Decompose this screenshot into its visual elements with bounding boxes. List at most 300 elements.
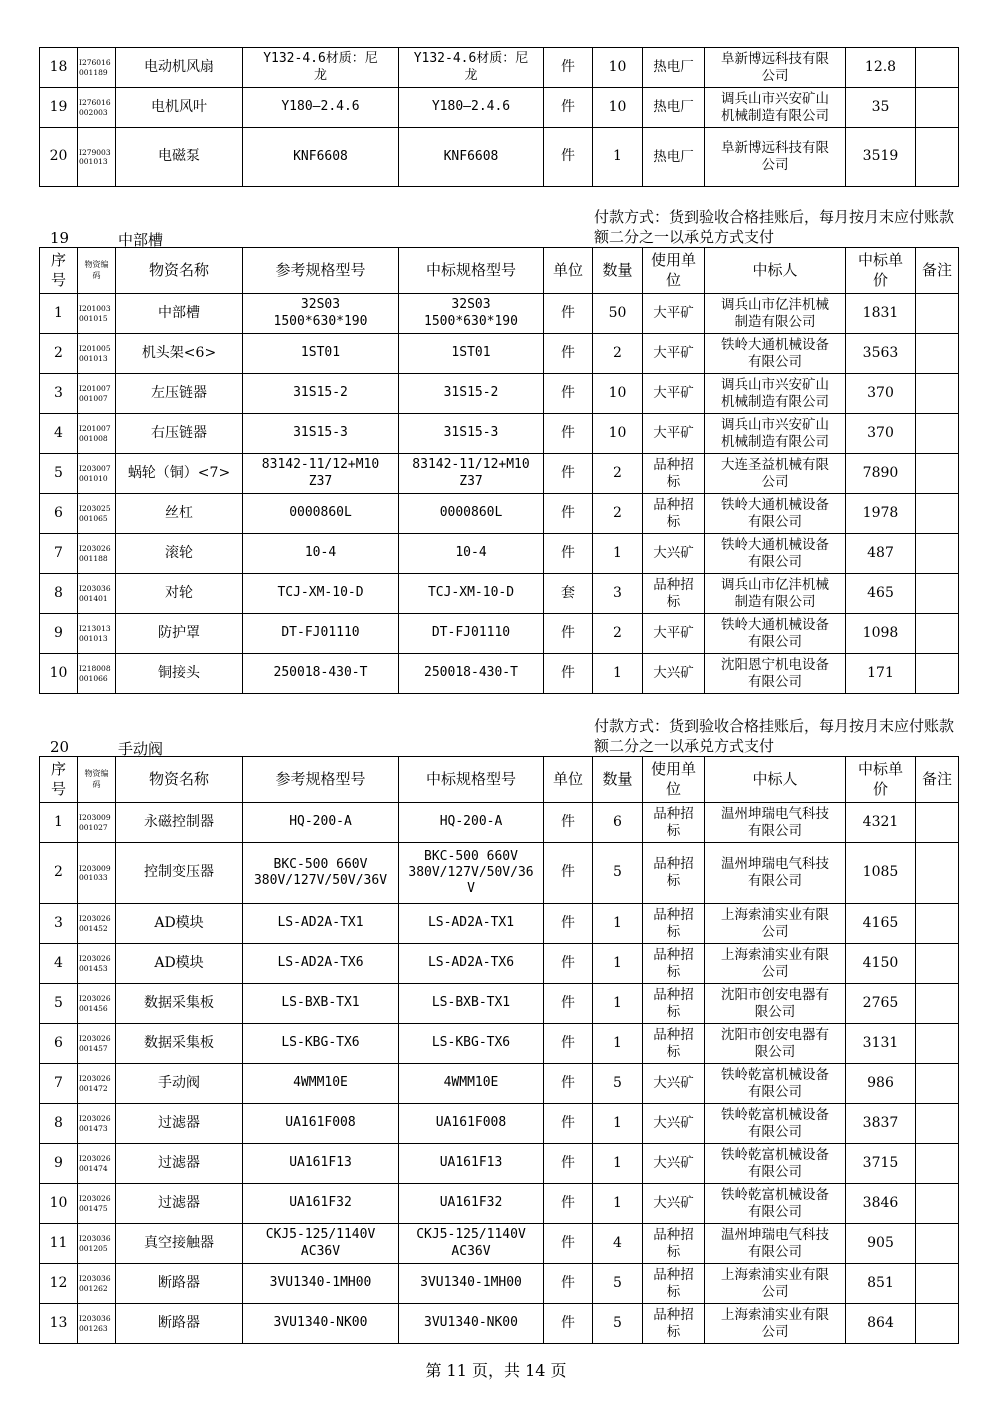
unit-cell: 件	[544, 454, 593, 494]
material-code-cell: I203026 001474	[78, 1144, 116, 1184]
material-code-cell: I279003 001013	[78, 128, 116, 187]
user-unit-cell: 品种招 标	[643, 1224, 705, 1264]
reference-spec-cell: 3VU1340-1MH00	[243, 1264, 399, 1304]
material-code-cell: I203026 001473	[78, 1104, 116, 1144]
material-name-cell: AD模块	[116, 904, 243, 944]
unit-cell: 件	[544, 534, 593, 574]
row-number-cell: 7	[40, 1064, 78, 1104]
header-remark: 备注	[916, 757, 959, 803]
material-code-cell: I203025 001065	[78, 494, 116, 534]
unit-cell: 件	[544, 1224, 593, 1264]
winning-bidder-cell: 大连圣益机械有限 公司	[705, 454, 846, 494]
user-unit-cell: 大兴矿	[643, 1064, 705, 1104]
reference-spec-cell: 1ST01	[243, 334, 399, 374]
unit-price-cell: 4165	[846, 904, 916, 944]
quantity-cell: 5	[593, 843, 643, 904]
table-row	[40, 1264, 959, 1304]
row-number-cell: 1	[40, 294, 78, 334]
material-name-cell: 滚轮	[116, 534, 243, 574]
quantity-cell: 1	[593, 1104, 643, 1144]
bid-spec-cell: UA161F13	[399, 1144, 544, 1184]
quantity-cell: 10	[593, 374, 643, 414]
row-number-cell: 20	[40, 128, 78, 187]
table-row	[40, 334, 959, 374]
winning-bidder-cell: 铁岭乾富机械设备 有限公司	[705, 1184, 846, 1224]
bid-spec-cell: LS-AD2A-TX1	[399, 904, 544, 944]
table-row	[40, 614, 959, 654]
reference-spec-cell: 31S15-2	[243, 374, 399, 414]
unit-price-cell: 3715	[846, 1144, 916, 1184]
bid-spec-cell: 31S15-3	[399, 414, 544, 454]
material-name-cell: 数据采集板	[116, 1024, 243, 1064]
remark-cell	[916, 614, 959, 654]
bid-spec-cell: HQ-200-A	[399, 803, 544, 843]
reference-spec-cell: LS-KBG-TX6	[243, 1024, 399, 1064]
reference-spec-cell: TCJ-XM-10-D	[243, 574, 399, 614]
bid-spec-cell: 31S15-2	[399, 374, 544, 414]
continuation-table	[39, 47, 959, 187]
reference-spec-cell: Y132-4.6材质：尼 龙	[243, 48, 399, 88]
remark-cell	[916, 843, 959, 904]
quantity-cell: 1	[593, 1144, 643, 1184]
quantity-cell: 1	[593, 534, 643, 574]
unit-cell: 件	[544, 654, 593, 694]
user-unit-cell: 品种招 标	[643, 803, 705, 843]
table-row	[40, 1144, 959, 1184]
material-name-cell: 手动阀	[116, 1064, 243, 1104]
reference-spec-cell: 3VU1340-NK00	[243, 1304, 399, 1344]
payment-terms-20: 付款方式：货到验收合格挂账后，每月按月末应付账款额二分之一以承兑方式支付	[594, 717, 955, 755]
remark-cell	[916, 944, 959, 984]
user-unit-cell: 品种招 标	[643, 944, 705, 984]
unit-cell: 件	[544, 904, 593, 944]
reference-spec-cell: Y180—2.4.6	[243, 88, 399, 128]
quantity-cell: 6	[593, 803, 643, 843]
bid-spec-cell: BKC-500 660V 380V/127V/50V/36 V	[399, 843, 544, 904]
bid-spec-cell: 250018-430-T	[399, 654, 544, 694]
reference-spec-cell: 31S15-3	[243, 414, 399, 454]
table-row	[40, 534, 959, 574]
table-row	[40, 88, 959, 128]
user-unit-cell: 热电厂	[643, 48, 705, 88]
winning-bidder-cell: 调兵山市兴安矿山 机械制造有限公司	[705, 374, 846, 414]
row-number-cell: 4	[40, 414, 78, 454]
material-code-cell: I203026 001475	[78, 1184, 116, 1224]
unit-cell: 件	[544, 1064, 593, 1104]
header-reference-spec: 参考规格型号	[243, 757, 399, 803]
table-row	[40, 494, 959, 534]
material-name-cell: 中部槽	[116, 294, 243, 334]
user-unit-cell: 大兴矿	[643, 654, 705, 694]
header-material-code: 物资编 码	[78, 757, 116, 803]
quantity-cell: 1	[593, 1024, 643, 1064]
header-reference-spec: 参考规格型号	[243, 248, 399, 294]
table-row	[40, 803, 959, 843]
quantity-cell: 5	[593, 1304, 643, 1344]
material-name-cell: 断路器	[116, 1264, 243, 1304]
remark-cell	[916, 904, 959, 944]
table-row	[40, 294, 959, 334]
quantity-cell: 10	[593, 414, 643, 454]
unit-cell: 套	[544, 574, 593, 614]
table-row	[40, 48, 959, 88]
winning-bidder-cell: 铁岭大通机械设备 有限公司	[705, 614, 846, 654]
unit-price-cell: 487	[846, 534, 916, 574]
header-unit: 单位	[544, 248, 593, 294]
section-number-19: 19	[50, 229, 70, 247]
material-code-cell: I201007 001008	[78, 414, 116, 454]
remark-cell	[916, 654, 959, 694]
table-row	[40, 1104, 959, 1144]
user-unit-cell: 热电厂	[643, 128, 705, 187]
user-unit-cell: 品种招 标	[643, 984, 705, 1024]
header-row-number: 序 号	[40, 757, 78, 803]
table-row	[40, 574, 959, 614]
material-code-cell: I201007 001007	[78, 374, 116, 414]
row-number-cell: 10	[40, 654, 78, 694]
table-row	[40, 1184, 959, 1224]
header-material-name: 物资名称	[116, 757, 243, 803]
user-unit-cell: 大兴矿	[643, 1104, 705, 1144]
reference-spec-cell: HQ-200-A	[243, 803, 399, 843]
header-winning-bidder: 中标人	[705, 248, 846, 294]
remark-cell	[916, 454, 959, 494]
unit-price-cell: 2765	[846, 984, 916, 1024]
table-row	[40, 454, 959, 494]
row-number-cell: 13	[40, 1304, 78, 1344]
quantity-cell: 2	[593, 334, 643, 374]
remark-cell	[916, 1264, 959, 1304]
remark-cell	[916, 1224, 959, 1264]
winning-bidder-cell: 调兵山市兴安矿山 机械制造有限公司	[705, 414, 846, 454]
material-code-cell: I203009 001027	[78, 803, 116, 843]
unit-price-cell: 3837	[846, 1104, 916, 1144]
unit-price-cell: 1098	[846, 614, 916, 654]
material-code-cell: I213013 001013	[78, 614, 116, 654]
remark-cell	[916, 534, 959, 574]
winning-bidder-cell: 调兵山市兴安矿山 机械制造有限公司	[705, 88, 846, 128]
material-code-cell: I203036 001262	[78, 1264, 116, 1304]
bid-spec-cell: KNF6608	[399, 128, 544, 187]
row-number-cell: 10	[40, 1184, 78, 1224]
quantity-cell: 1	[593, 1184, 643, 1224]
unit-cell: 件	[544, 374, 593, 414]
row-number-cell: 3	[40, 904, 78, 944]
reference-spec-cell: UA161F008	[243, 1104, 399, 1144]
bid-spec-cell: 3VU1340-1MH00	[399, 1264, 544, 1304]
continuation-table-body	[40, 48, 959, 187]
table-row	[40, 843, 959, 904]
bid-spec-cell: LS-BXB-TX1	[399, 984, 544, 1024]
header-user-unit: 使用单 位	[643, 248, 705, 294]
winning-bidder-cell: 调兵山市亿沣机械 制造有限公司	[705, 294, 846, 334]
header-material-code: 物资编 码	[78, 248, 116, 294]
quantity-cell: 1	[593, 128, 643, 187]
material-name-cell: 右压链器	[116, 414, 243, 454]
remark-cell	[916, 1024, 959, 1064]
remark-cell	[916, 1304, 959, 1344]
material-name-cell: 真空接触器	[116, 1224, 243, 1264]
unit-cell: 件	[544, 614, 593, 654]
quantity-cell: 2	[593, 494, 643, 534]
table-row	[40, 1024, 959, 1064]
material-code-cell: I203036 001263	[78, 1304, 116, 1344]
material-code-cell: I203026 001453	[78, 944, 116, 984]
unit-price-cell: 864	[846, 1304, 916, 1344]
material-code-cell: I203026 001452	[78, 904, 116, 944]
quantity-cell: 1	[593, 904, 643, 944]
quantity-cell: 3	[593, 574, 643, 614]
table-row	[40, 1224, 959, 1264]
table-row	[40, 984, 959, 1024]
material-name-cell: 过滤器	[116, 1144, 243, 1184]
winning-bidder-cell: 铁岭乾富机械设备 有限公司	[705, 1144, 846, 1184]
winning-bidder-cell: 温州坤瑞电气科技 有限公司	[705, 843, 846, 904]
unit-cell: 件	[544, 294, 593, 334]
row-number-cell: 2	[40, 334, 78, 374]
reference-spec-cell: BKC-500 660V 380V/127V/50V/36V	[243, 843, 399, 904]
bid-spec-cell: LS-AD2A-TX6	[399, 944, 544, 984]
remark-cell	[916, 128, 959, 187]
material-name-cell: 过滤器	[116, 1104, 243, 1144]
row-number-cell: 11	[40, 1224, 78, 1264]
winning-bidder-cell: 铁岭大通机械设备 有限公司	[705, 534, 846, 574]
header-bid-spec: 中标规格型号	[399, 757, 544, 803]
material-name-cell: 机头架<6>	[116, 334, 243, 374]
material-name-cell: 断路器	[116, 1304, 243, 1344]
reference-spec-cell: CKJ5-125/1140V AC36V	[243, 1224, 399, 1264]
header-unit: 单位	[544, 757, 593, 803]
user-unit-cell: 品种招 标	[643, 454, 705, 494]
reference-spec-cell: 10-4	[243, 534, 399, 574]
material-name-cell: 丝杠	[116, 494, 243, 534]
material-name-cell: 对轮	[116, 574, 243, 614]
unit-cell: 件	[544, 334, 593, 374]
row-number-cell: 5	[40, 454, 78, 494]
row-number-cell: 7	[40, 534, 78, 574]
material-name-cell: 过滤器	[116, 1184, 243, 1224]
reference-spec-cell: LS-AD2A-TX1	[243, 904, 399, 944]
unit-price-cell: 7890	[846, 454, 916, 494]
unit-price-cell: 1831	[846, 294, 916, 334]
unit-price-cell: 370	[846, 374, 916, 414]
material-name-cell: 电动机风扇	[116, 48, 243, 88]
quantity-cell: 4	[593, 1224, 643, 1264]
remark-cell	[916, 1184, 959, 1224]
unit-cell: 件	[544, 1264, 593, 1304]
reference-spec-cell: LS-BXB-TX1	[243, 984, 399, 1024]
page-footer: 第 11 页，共 14 页	[425, 1361, 567, 1380]
remark-cell	[916, 88, 959, 128]
unit-price-cell: 370	[846, 414, 916, 454]
section-title-20: 手动阀	[118, 740, 164, 758]
unit-cell: 件	[544, 803, 593, 843]
material-code-cell: I201005 001013	[78, 334, 116, 374]
user-unit-cell: 大兴矿	[643, 534, 705, 574]
unit-cell: 件	[544, 944, 593, 984]
material-name-cell: AD模块	[116, 944, 243, 984]
row-number-cell: 6	[40, 494, 78, 534]
user-unit-cell: 大兴矿	[643, 1144, 705, 1184]
user-unit-cell: 品种招 标	[643, 1264, 705, 1304]
quantity-cell: 2	[593, 614, 643, 654]
quantity-cell: 50	[593, 294, 643, 334]
bid-spec-cell: DT-FJ01110	[399, 614, 544, 654]
bid-spec-cell: Y180—2.4.6	[399, 88, 544, 128]
user-unit-cell: 品种招 标	[643, 574, 705, 614]
remark-cell	[916, 574, 959, 614]
unit-price-cell: 4150	[846, 944, 916, 984]
material-name-cell: 蜗轮（铜）<7>	[116, 454, 243, 494]
row-number-cell: 5	[40, 984, 78, 1024]
table-row	[40, 374, 959, 414]
bid-spec-cell: UA161F32	[399, 1184, 544, 1224]
winning-bidder-cell: 阜新博远科技有限 公司	[705, 48, 846, 88]
row-number-cell: 1	[40, 803, 78, 843]
row-number-cell: 2	[40, 843, 78, 904]
remark-cell	[916, 803, 959, 843]
user-unit-cell: 大兴矿	[643, 1184, 705, 1224]
reference-spec-cell: 32S03 1500*630*190	[243, 294, 399, 334]
header-unit-price: 中标单 价	[846, 248, 916, 294]
material-name-cell: 永磁控制器	[116, 803, 243, 843]
user-unit-cell: 品种招 标	[643, 494, 705, 534]
unit-price-cell: 3131	[846, 1024, 916, 1064]
bid-spec-cell: 32S03 1500*630*190	[399, 294, 544, 334]
material-name-cell: 数据采集板	[116, 984, 243, 1024]
header-bid-spec: 中标规格型号	[399, 248, 544, 294]
unit-cell: 件	[544, 1304, 593, 1344]
material-name-cell: 铜接头	[116, 654, 243, 694]
remark-cell	[916, 494, 959, 534]
table-row	[40, 414, 959, 454]
bid-spec-cell: 0000860L	[399, 494, 544, 534]
row-number-cell: 8	[40, 574, 78, 614]
reference-spec-cell: UA161F13	[243, 1144, 399, 1184]
unit-price-cell: 851	[846, 1264, 916, 1304]
table-body-20	[40, 803, 959, 1344]
material-code-cell: I276016 001189	[78, 48, 116, 88]
row-number-cell: 9	[40, 1144, 78, 1184]
unit-cell: 件	[544, 1184, 593, 1224]
user-unit-cell: 大平矿	[643, 614, 705, 654]
table-body-19	[40, 294, 959, 694]
quantity-cell: 10	[593, 48, 643, 88]
unit-cell: 件	[544, 1104, 593, 1144]
bid-spec-cell: CKJ5-125/1140V AC36V	[399, 1224, 544, 1264]
row-number-cell: 18	[40, 48, 78, 88]
table-row	[40, 1064, 959, 1104]
winning-bidder-cell: 沈阳市创安电器有 限公司	[705, 1024, 846, 1064]
user-unit-cell: 品种招 标	[643, 1304, 705, 1344]
table-header-row	[40, 248, 959, 294]
material-code-cell: I203026 001472	[78, 1064, 116, 1104]
remark-cell	[916, 334, 959, 374]
row-number-cell: 9	[40, 614, 78, 654]
user-unit-cell: 热电厂	[643, 88, 705, 128]
header-row-number: 序 号	[40, 248, 78, 294]
material-code-cell: I203026 001188	[78, 534, 116, 574]
unit-price-cell: 12.8	[846, 48, 916, 88]
user-unit-cell: 大平矿	[643, 294, 705, 334]
user-unit-cell: 大平矿	[643, 334, 705, 374]
quantity-cell: 10	[593, 88, 643, 128]
unit-price-cell: 3846	[846, 1184, 916, 1224]
reference-spec-cell: DT-FJ01110	[243, 614, 399, 654]
remark-cell	[916, 1144, 959, 1184]
material-code-cell: I203026 001456	[78, 984, 116, 1024]
row-number-cell: 12	[40, 1264, 78, 1304]
header-quantity: 数量	[593, 248, 643, 294]
bid-spec-cell: TCJ-XM-10-D	[399, 574, 544, 614]
bid-spec-cell: LS-KBG-TX6	[399, 1024, 544, 1064]
material-name-cell: 防护罩	[116, 614, 243, 654]
user-unit-cell: 品种招 标	[643, 904, 705, 944]
winning-bidder-cell: 温州坤瑞电气科技 有限公司	[705, 803, 846, 843]
unit-cell: 件	[544, 1144, 593, 1184]
unit-cell: 件	[544, 984, 593, 1024]
header-material-name: 物资名称	[116, 248, 243, 294]
header-remark: 备注	[916, 248, 959, 294]
bid-spec-cell: 10-4	[399, 534, 544, 574]
remark-cell	[916, 48, 959, 88]
unit-cell: 件	[544, 494, 593, 534]
winning-bidder-cell: 铁岭乾富机械设备 有限公司	[705, 1064, 846, 1104]
table-row	[40, 654, 959, 694]
quantity-cell: 1	[593, 984, 643, 1024]
remark-cell	[916, 1064, 959, 1104]
reference-spec-cell: KNF6608	[243, 128, 399, 187]
winning-bidder-cell: 沈阳市创安电器有 限公司	[705, 984, 846, 1024]
winning-bidder-cell: 阜新博远科技有限 公司	[705, 128, 846, 187]
bid-spec-cell: UA161F008	[399, 1104, 544, 1144]
remark-cell	[916, 414, 959, 454]
winning-bidder-cell: 调兵山市亿沣机械 制造有限公司	[705, 574, 846, 614]
material-code-cell: I203026 001457	[78, 1024, 116, 1064]
winning-bidder-cell: 铁岭乾富机械设备 有限公司	[705, 1104, 846, 1144]
remark-cell	[916, 374, 959, 414]
material-code-cell: I203036 001401	[78, 574, 116, 614]
quantity-cell: 1	[593, 654, 643, 694]
bid-spec-cell: 3VU1340-NK00	[399, 1304, 544, 1344]
material-code-cell: I276016 002003	[78, 88, 116, 128]
winning-bidder-cell: 上海索浦实业有限 公司	[705, 904, 846, 944]
bid-spec-cell: 4WMM10E	[399, 1064, 544, 1104]
row-number-cell: 3	[40, 374, 78, 414]
reference-spec-cell: 83142-11/12+M10 Z37	[243, 454, 399, 494]
unit-cell: 件	[544, 1024, 593, 1064]
unit-cell: 件	[544, 128, 593, 187]
material-code-cell: I203036 001205	[78, 1224, 116, 1264]
material-name-cell: 电机风叶	[116, 88, 243, 128]
quantity-cell: 5	[593, 1064, 643, 1104]
row-number-cell: 8	[40, 1104, 78, 1144]
material-code-cell: I218008 001066	[78, 654, 116, 694]
winning-bidder-cell: 温州坤瑞电气科技 有限公司	[705, 1224, 846, 1264]
payment-terms-19: 付款方式：货到验收合格挂账后，每月按月末应付账款额二分之一以承兑方式支付	[594, 208, 955, 246]
section-title-19: 中部槽	[118, 231, 164, 249]
table-row	[40, 128, 959, 187]
section-number-20: 20	[50, 738, 70, 756]
unit-price-cell: 35	[846, 88, 916, 128]
winning-bidder-cell: 沈阳恩宁机电设备 有限公司	[705, 654, 846, 694]
unit-price-cell: 986	[846, 1064, 916, 1104]
remark-cell	[916, 294, 959, 334]
remark-cell	[916, 1104, 959, 1144]
material-code-cell: I203007 001010	[78, 454, 116, 494]
unit-price-cell: 3519	[846, 128, 916, 187]
header-unit-price: 中标单 价	[846, 757, 916, 803]
